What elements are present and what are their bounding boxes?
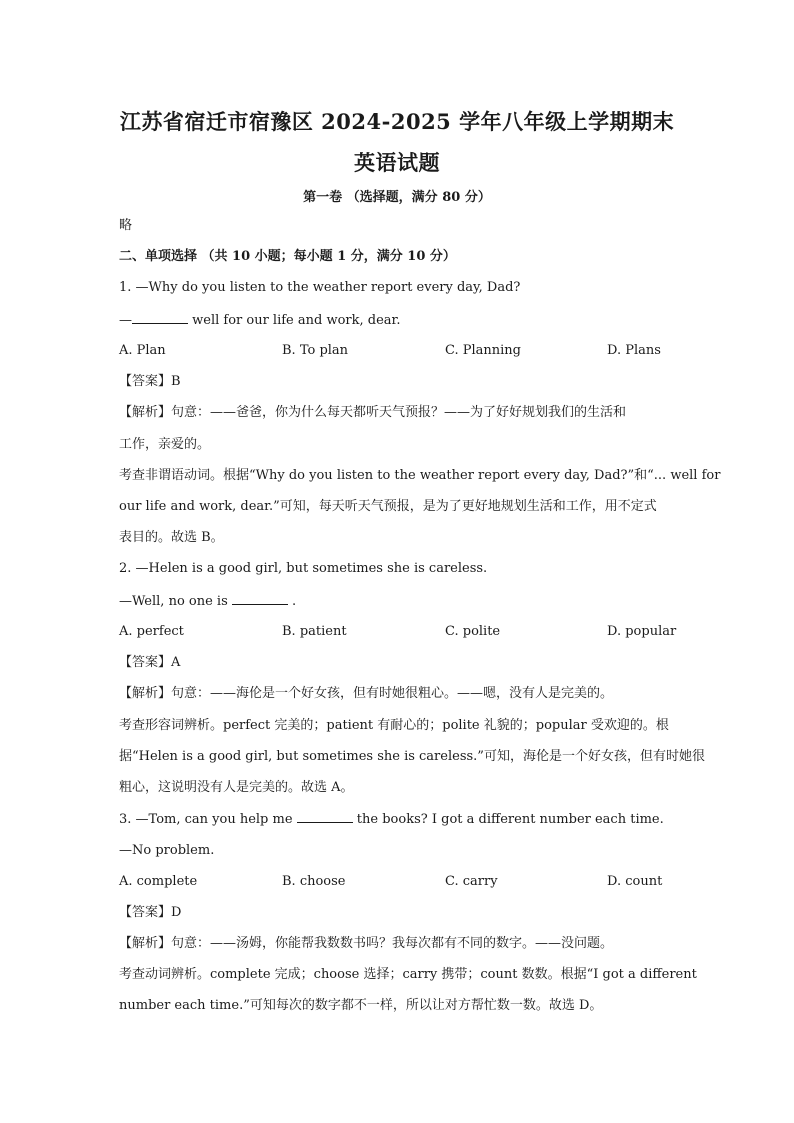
question-1-option-b: B. To plan (282, 343, 349, 358)
question-1-option-c: C. Planning (445, 343, 522, 358)
question-3-analysis-line: 【解析】句意：——汤姆，你能帮我数数书吗？我每次都有不同的数字。——没问题。 (119, 936, 614, 951)
part1-note: 略 (119, 218, 133, 233)
question-1-analysis-line: our life and work, dear.”可知，每天听天气预报，是为了更好地规划生活和工作，用不定式 (119, 499, 657, 514)
question-1-analysis-line: 工作，亲爱的。 (119, 437, 211, 452)
question-2-option-d: D. popular (607, 624, 677, 639)
question-2-answer: 【答案】A (119, 655, 181, 670)
question-2-answer-line (119, 592, 296, 611)
exam-title-line1: 江苏省宿迁市宿豫区 2024-2025 学年八年级上学期期末 (119, 109, 675, 134)
text-segment: well for our life and work, dear. (188, 313, 401, 328)
question-3-analysis-line: 考查动词辨析。complete 完成；choose 选择；carry 携带；count 数数。根据“I got a different (119, 967, 697, 982)
text-segment: — (119, 313, 132, 328)
question-1-answer: 【答案】B (119, 374, 181, 389)
question-1-analysis-line: 考查非谓语动词。根据“Why do you listen to the weather report every day, Dad?”和“... well for (119, 468, 721, 483)
question-3-analysis-line: number each time.”可知每次的数字都不一样，所以让对方帮忙数一数。故选 D。 (119, 998, 603, 1013)
question-2-text: 2. —Helen is a good girl, but sometimes she is careless. (119, 561, 488, 576)
question-3-answer: 【答案】D (119, 905, 182, 920)
question-1-text: 1. —Why do you listen to the weather report every day, Dad? (119, 280, 521, 295)
question-3-option-a: A. complete (119, 874, 198, 889)
question-3-text (119, 810, 664, 829)
text-segment: —Well, no one is (119, 594, 232, 609)
text-segment: the books? I got a different number each time. (352, 812, 664, 827)
question-2-option-a: A. perfect (119, 624, 184, 639)
part-title: 第一卷 （选择题，满分 80 分） (303, 190, 491, 205)
question-1-option-a: A. Plan (119, 343, 166, 358)
question-2-analysis-line: 据“Helen is a good girl, but sometimes she is careless.”可知，海伦是一个好女孩，但有时她很 (119, 749, 705, 764)
question-2-analysis-line: 考查形容词辨析。perfect 完美的；patient 有耐心的；polite 礼貌的；popular 受欢迎的。根 (119, 718, 669, 733)
answer-blank (232, 592, 288, 605)
question-1-answer-line (119, 311, 400, 330)
answer-blank (132, 311, 188, 324)
question-3-option-b: B. choose (282, 874, 346, 889)
question-1-option-d: D. Plans (607, 343, 661, 358)
question-3-option-c: C. carry (445, 874, 498, 889)
exam-title-line2: 英语试题 (354, 150, 440, 175)
question-3-answer-line: —No problem. (119, 843, 215, 858)
question-3-option-d: D. count (607, 874, 663, 889)
question-2-option-b: B. patient (282, 624, 347, 639)
question-2-analysis-line: 【解析】句意：——海伦是一个好女孩，但有时她很粗心。——嗯，没有人是完美的。 (119, 686, 614, 701)
text-segment: 3. —Tom, can you help me (119, 812, 297, 827)
question-2-analysis-line: 粗心，这说明没有人是完美的。故选 A。 (119, 780, 354, 795)
section2-title: 二、单项选择 （共 10 小题；每小题 1 分，满分 10 分） (119, 249, 456, 264)
text-segment: . (287, 594, 297, 609)
question-2-option-c: C. polite (445, 624, 501, 639)
question-1-analysis-line: 【解析】句意：——爸爸，你为什么每天都听天气预报？——为了好好规划我们的生活和 (119, 405, 627, 420)
question-1-analysis-line: 表目的。故选 B。 (119, 530, 224, 545)
answer-blank (297, 810, 353, 823)
